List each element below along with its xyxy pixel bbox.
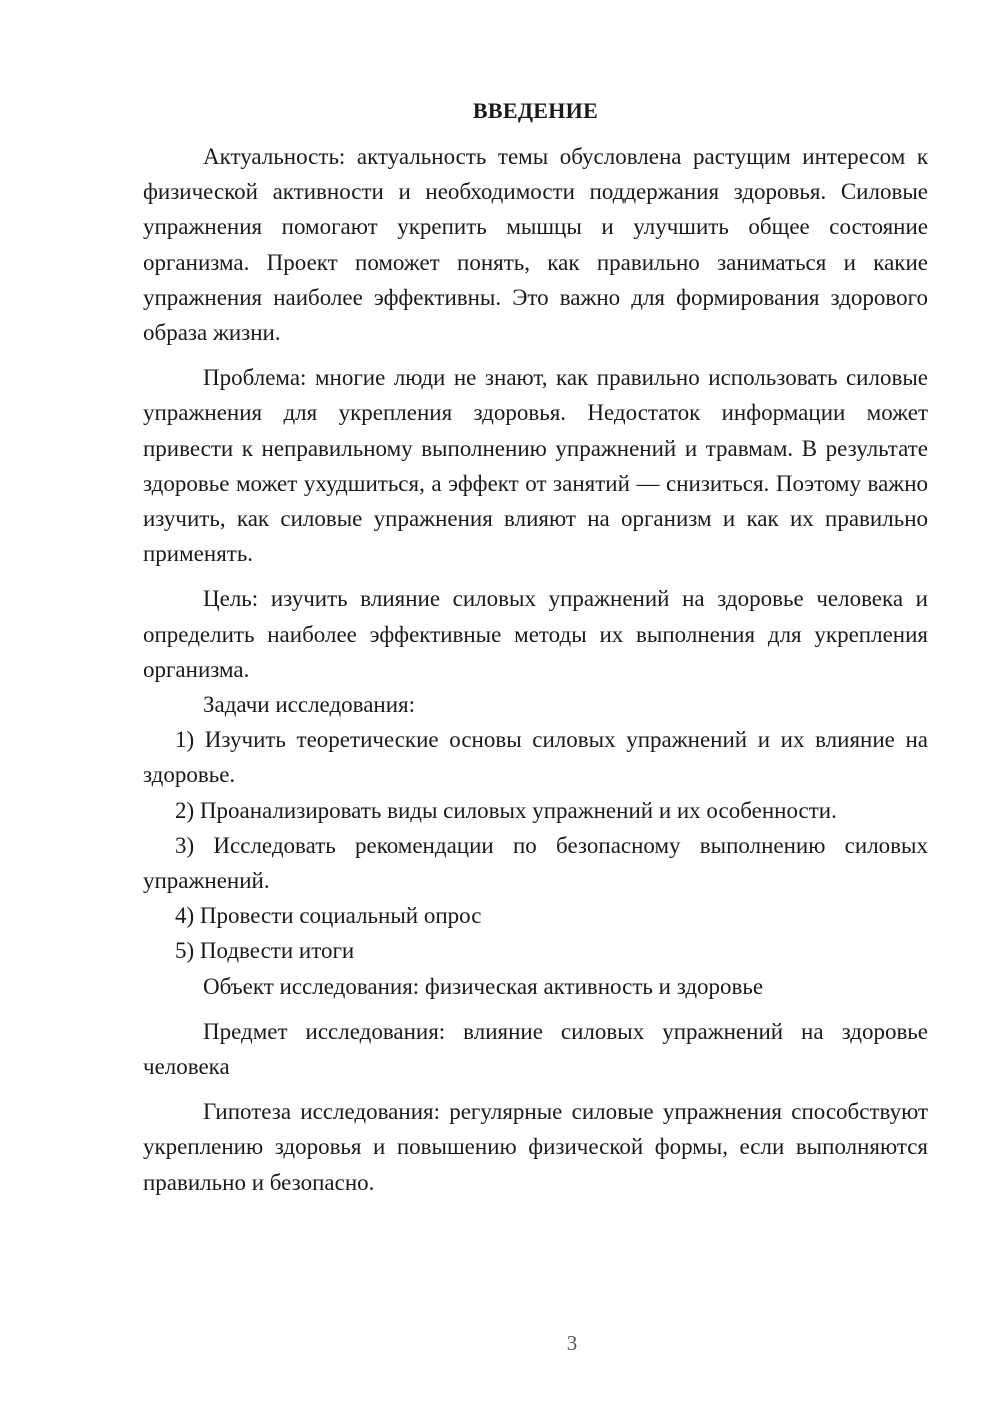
goal-paragraph: Цель: изучить влияние силовых упражнений на здоровье человека и определить наиболее эффективные методы их выполнения для укрепления организма.: [143, 586, 928, 682]
task-item: 2) Проанализировать виды силовых упражнений и их особенности.: [175, 797, 837, 823]
object-paragraph: Объект исследования: физическая активность и здоровье: [203, 973, 764, 999]
section-heading: ВВЕДЕНИЕ: [472, 98, 599, 123]
subject-paragraph: Предмет исследования: влияние силовых упражнений на здоровье человека: [143, 1018, 928, 1080]
page-number: 3: [566, 1331, 578, 1355]
task-item: 5) Подвести итоги: [175, 938, 355, 964]
tasks-title: Задачи исследования:: [203, 692, 416, 718]
hypothesis-paragraph: Гипотеза исследования: регулярные силовые упражнения способствуют укреплению здоровья и повышению физической формы, если выполняются правильно и безопасно.: [143, 1099, 928, 1195]
task-item: 3) Исследовать рекомендации по безопасному выполнению силовых упражнений.: [143, 832, 928, 894]
task-item: 4) Провести социальный опрос: [175, 903, 482, 929]
task-item: 1) Изучить теоретические основы силовых упражнений и их влияние на здоровье.: [143, 727, 928, 788]
page-content: [143, 93, 928, 1200]
relevance-paragraph: Актуальность: актуальность темы обусловлена растущим интересом к физической активности и необходимости поддержания здоровья. Силовые упражнения помогают укрепить мышцы и улучшить общее состояние организма. Проект поможет понять, как правильно заниматься и какие упражнения наиболее эффективны. Это важно для формирования здорового образа жизни.: [143, 144, 928, 346]
problem-paragraph: Проблема: многие люди не знают, как правильно использовать силовые упражнения для укрепления здоровья. Недостаток информации может привести к неправильному выполнению упражнений и травмам. В результате здоровье может ухудшиться, а эффект от занятий — снизиться. Поэтому важно изучить, как силовые упражнения влияют на организм и как их правильно применять.: [143, 365, 928, 567]
